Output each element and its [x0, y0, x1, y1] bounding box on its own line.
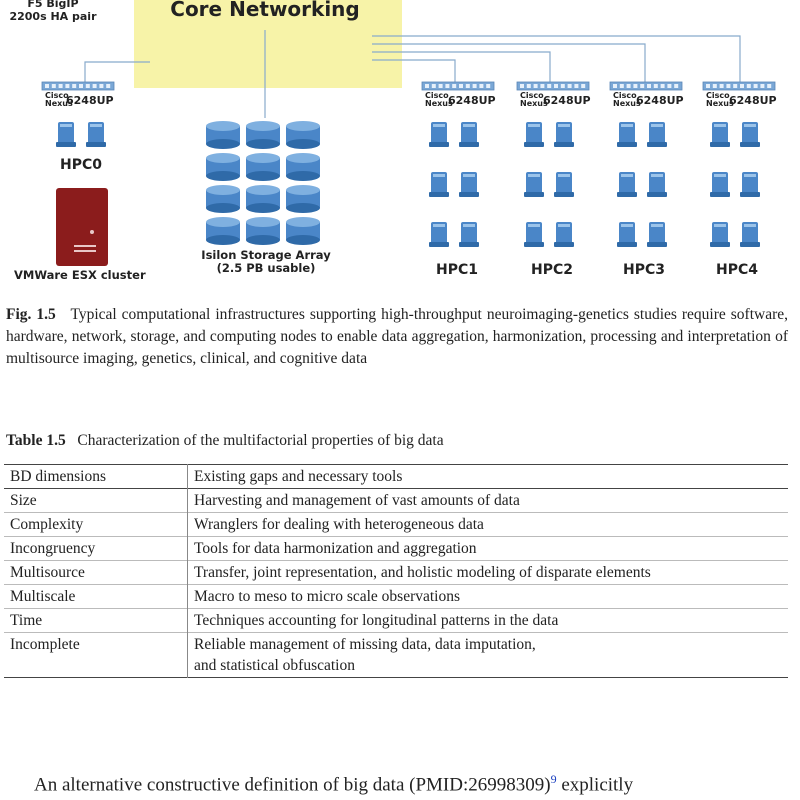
- compute-node-icon: [617, 122, 637, 147]
- table-header-dimensions: BD dimensions: [4, 465, 188, 489]
- table-cell-tools: [188, 633, 789, 678]
- infrastructure-figure: [0, 0, 800, 290]
- compute-node-icon: [524, 222, 544, 247]
- compute-node-icon: [56, 122, 76, 147]
- table-cell-tools: Wranglers for dealing with heterogeneous data: [194, 516, 484, 533]
- table-header-gaps: Existing gaps and necessary tools: [194, 468, 403, 485]
- table-row: [4, 513, 788, 537]
- network-switch-icon: [703, 82, 775, 90]
- table-cell-dimension: Incomplete: [4, 633, 188, 678]
- compute-node-icon: [554, 172, 574, 197]
- switch-brand-label-1: Cisco Nexus: [425, 91, 453, 108]
- compute-node-icon: [740, 222, 760, 247]
- storage-label: [186, 249, 346, 275]
- compute-node-icon: [429, 122, 449, 147]
- hpc0-label: HPC0: [60, 157, 102, 173]
- compute-nodes: [56, 122, 760, 247]
- infrastructure-diagram: [0, 0, 800, 290]
- network-switch-icon: [517, 82, 589, 90]
- storage-disk-icon: [286, 185, 320, 213]
- hpc1-label: HPC1: [436, 262, 478, 278]
- storage-disk-icon: [206, 185, 240, 213]
- table-cell-tools: Tools for data harmonization and aggregation: [194, 540, 477, 557]
- table-cell-tools: Techniques accounting for longitudinal patterns in the data: [194, 612, 559, 629]
- table-row: [4, 489, 788, 513]
- compute-node-icon: [740, 172, 760, 197]
- storage-disk-icon: [286, 217, 320, 245]
- compute-node-icon: [710, 172, 730, 197]
- table-cell-tools-line2: and statistical obfuscation: [194, 657, 355, 674]
- hpc2-label: HPC2: [531, 262, 573, 278]
- table-caption-text: Characterization of the multifactorial properties of big data: [77, 432, 444, 449]
- hpc4-label: HPC4: [716, 262, 758, 278]
- figure-caption-label: Fig. 1.5: [6, 306, 56, 323]
- switch-brand-label-0: Cisco Nexus: [45, 91, 73, 108]
- table-cell-tools: Macro to meso to micro scale observations: [194, 588, 461, 605]
- switch-model-label-0: 6248UP: [66, 94, 114, 107]
- switch-brand-label-4: Cisco Nexus: [706, 91, 734, 108]
- switch-model-label-4: 6248UP: [729, 94, 777, 107]
- compute-node-icon: [710, 222, 730, 247]
- table-cell-dimension: Size: [4, 489, 188, 513]
- switch-brand-label-2: Cisco Nexus: [520, 91, 548, 108]
- compute-node-icon: [617, 222, 637, 247]
- storage-disk-icon: [286, 153, 320, 181]
- big-data-table: [4, 464, 788, 678]
- table-caption-label: Table 1.5: [6, 432, 66, 449]
- network-switch-icon: [422, 82, 494, 90]
- compute-node-icon: [429, 222, 449, 247]
- compute-node-icon: [524, 172, 544, 197]
- compute-node-icon: [554, 222, 574, 247]
- table-cell-dimension: Incongruency: [4, 537, 188, 561]
- body-paragraph: [34, 772, 633, 796]
- body-text-start: An alternative constructive definition of big data (PMID:26998309): [34, 774, 551, 796]
- table-header-row: [4, 465, 788, 489]
- server-icon: [56, 188, 108, 266]
- table-row: [4, 609, 788, 633]
- table-cell-tools-line1: Reliable management of missing data, data imputation,: [194, 636, 536, 653]
- storage-disk-icon: [246, 217, 280, 245]
- table-caption: [6, 432, 444, 450]
- compute-node-icon: [429, 172, 449, 197]
- table-cell-dimension: Complexity: [4, 513, 188, 537]
- compute-node-icon: [647, 222, 667, 247]
- storage-array-icon: [206, 121, 320, 245]
- switch-model-label-2: 6248UP: [543, 94, 591, 107]
- body-text-end: explicitly: [556, 774, 634, 796]
- compute-node-icon: [524, 122, 544, 147]
- f5-label-line2: 2200s HA pair: [9, 10, 97, 23]
- figure-caption: [6, 304, 788, 370]
- storage-disk-icon: [286, 121, 320, 149]
- hpc3-label: HPC3: [623, 262, 665, 278]
- table-cell-dimension: Multisource: [4, 561, 188, 585]
- storage-disk-icon: [206, 153, 240, 181]
- table-row: [4, 585, 788, 609]
- figure-caption-text: Typical computational infrastructures supporting high-throughput neuroimaging-genetics studies require software, hardware, network, storage, and computing nodes to enable data aggregation, harmonization, processing and interpretation of multisource imaging, genetics, clinical, and cognitive data: [6, 306, 788, 367]
- f5-label-line1: F5 BigIP: [27, 0, 79, 10]
- table-cell-tools: Transfer, joint representation, and holistic modeling of disparate elements: [194, 564, 651, 581]
- reference-link[interactable]: 9: [550, 772, 557, 786]
- core-networking-label: Core Networking: [170, 0, 360, 21]
- table-cell-dimension: Time: [4, 609, 188, 633]
- network-switch-icon: [610, 82, 682, 90]
- storage-disk-icon: [206, 217, 240, 245]
- switch-model-label-3: 6248UP: [636, 94, 684, 107]
- table-row: [4, 561, 788, 585]
- vmware-label: VMWare ESX cluster: [14, 268, 146, 282]
- storage-disk-icon: [246, 153, 280, 181]
- compute-node-icon: [86, 122, 106, 147]
- storage-label-line1: Isilon Storage Array: [201, 248, 331, 262]
- storage-disk-icon: [206, 121, 240, 149]
- compute-node-icon: [459, 222, 479, 247]
- table-row: [4, 633, 788, 678]
- table-row: [4, 537, 788, 561]
- storage-disk-icon: [246, 121, 280, 149]
- f5-label: [8, 0, 98, 23]
- compute-node-icon: [459, 172, 479, 197]
- table-cell-dimension: Multiscale: [4, 585, 188, 609]
- compute-node-icon: [459, 122, 479, 147]
- switch-brand-label-3: Cisco Nexus: [613, 91, 641, 108]
- compute-node-icon: [647, 172, 667, 197]
- switch-model-label-1: 6248UP: [448, 94, 496, 107]
- compute-node-icon: [740, 122, 760, 147]
- storage-disk-icon: [246, 185, 280, 213]
- network-switch-icon: [42, 82, 114, 90]
- compute-node-icon: [554, 122, 574, 147]
- compute-node-icon: [617, 172, 637, 197]
- table-cell-tools: Harvesting and management of vast amounts of data: [194, 492, 520, 509]
- storage-label-line2: (2.5 PB usable): [216, 261, 316, 275]
- compute-node-icon: [647, 122, 667, 147]
- compute-node-icon: [710, 122, 730, 147]
